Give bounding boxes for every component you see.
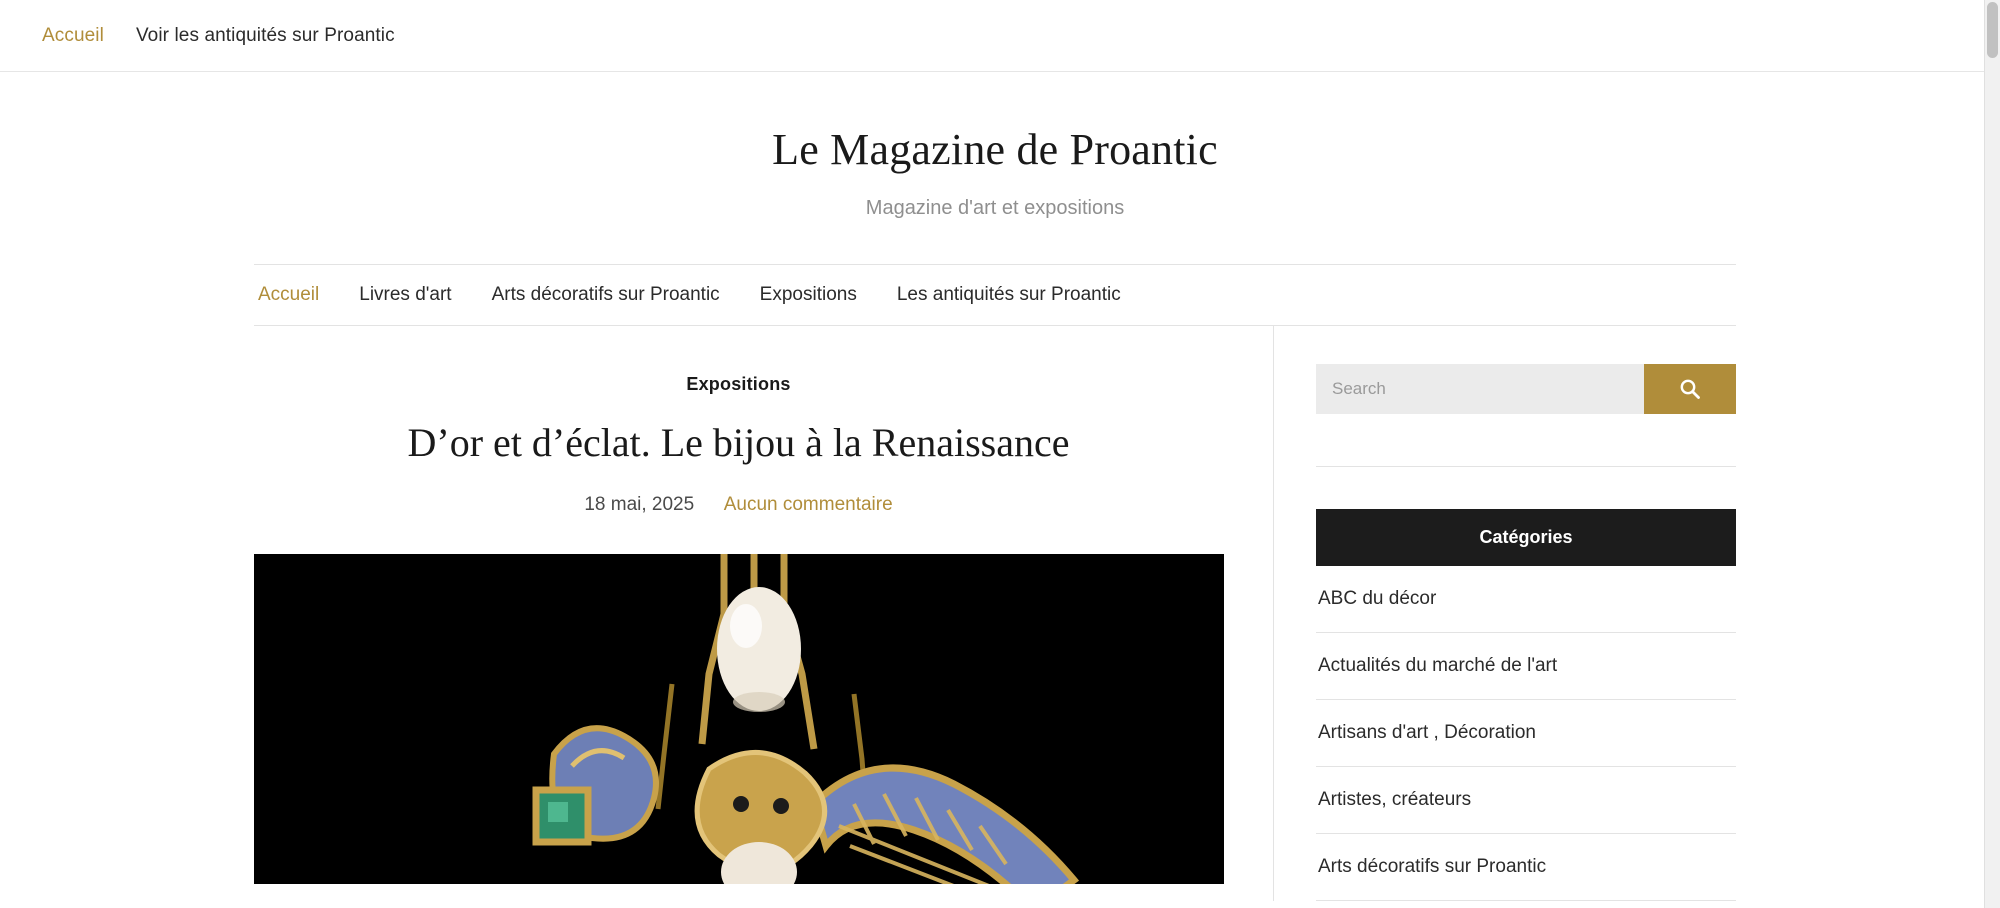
category-link-artistes-createurs[interactable]: Artistes, créateurs bbox=[1318, 789, 1472, 810]
top-utility-bar bbox=[0, 0, 1984, 72]
categories-widget-header: Catégories bbox=[1316, 509, 1736, 566]
topbar-link-voir-antiquites[interactable]: Voir les antiquités sur Proantic bbox=[135, 24, 395, 46]
site-masthead bbox=[0, 72, 1990, 220]
sidebar-divider bbox=[1316, 466, 1736, 467]
article-category[interactable]: Expositions bbox=[686, 374, 791, 394]
jewel-illustration bbox=[254, 554, 1224, 884]
site-tagline: Magazine d'art et expositions bbox=[865, 197, 1125, 219]
page-scroll-area bbox=[0, 72, 1990, 908]
search-input[interactable] bbox=[1316, 364, 1644, 414]
article-title[interactable]: D’or et d’éclat. Le bijou à la Renaissance bbox=[407, 420, 1070, 465]
nav-item-antiquites[interactable]: Les antiquités sur Proantic bbox=[896, 284, 1121, 305]
categories-list bbox=[1316, 566, 1736, 901]
list-item[interactable] bbox=[1316, 834, 1736, 901]
category-link-actualites-marche[interactable]: Actualités du marché de l'art bbox=[1318, 655, 1558, 676]
nav-item-expositions[interactable]: Expositions bbox=[759, 284, 857, 305]
main-navigation bbox=[254, 264, 1736, 326]
category-link-abc-du-decor[interactable]: ABC du décor bbox=[1318, 588, 1437, 609]
nav-item-livres-dart[interactable]: Livres d'art bbox=[359, 284, 452, 305]
list-item[interactable] bbox=[1316, 700, 1736, 767]
search-form bbox=[1316, 364, 1736, 414]
category-link-artisans-dart[interactable]: Artisans d'art , Décoration bbox=[1318, 722, 1536, 743]
page-scrollbar[interactable] bbox=[1984, 0, 2000, 908]
nav-item-arts-decoratifs[interactable]: Arts décoratifs sur Proantic bbox=[491, 284, 720, 305]
article-date: 18 mai, 2025 bbox=[584, 493, 695, 515]
topbar-link-accueil[interactable]: Accueil bbox=[42, 24, 104, 46]
list-item[interactable] bbox=[1316, 566, 1736, 633]
category-link-arts-decoratifs[interactable]: Arts décoratifs sur Proantic bbox=[1318, 856, 1547, 877]
list-item[interactable] bbox=[1316, 767, 1736, 834]
content-columns bbox=[254, 326, 1736, 901]
sidebar bbox=[1274, 326, 1736, 901]
article-meta bbox=[254, 494, 1223, 516]
list-item[interactable] bbox=[1316, 633, 1736, 700]
site-title[interactable]: Le Magazine de Proantic bbox=[772, 125, 1218, 174]
article-comments-link[interactable]: Aucun commentaire bbox=[723, 493, 893, 515]
nav-item-accueil[interactable]: Accueil bbox=[258, 284, 320, 305]
scrollbar-thumb[interactable] bbox=[1987, 2, 1998, 58]
article-column bbox=[254, 326, 1274, 901]
search-icon bbox=[1679, 378, 1701, 400]
search-button[interactable] bbox=[1644, 364, 1736, 414]
article-featured-image[interactable] bbox=[254, 554, 1224, 884]
